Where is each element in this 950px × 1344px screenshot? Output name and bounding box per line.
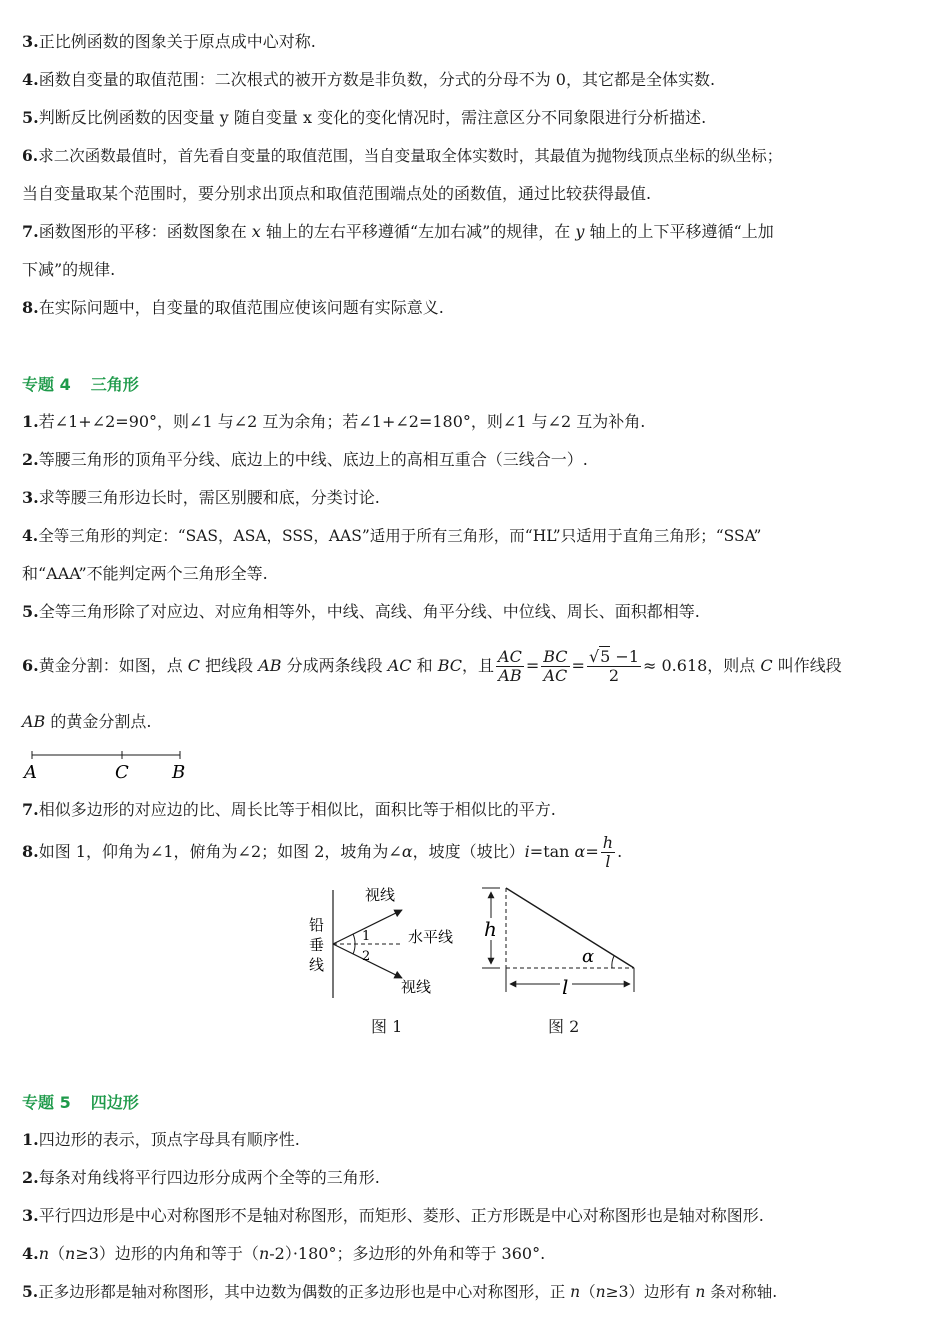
item-text: 和“AAA”不能判定两个三角形全等.: [22, 564, 268, 583]
item-text: 若∠1+∠2=90°，则∠1 与∠2 互为余角；若∠1+∠2=180°，则∠1 与∠2 互为补角.: [38, 412, 646, 431]
item-text: 和: [411, 656, 438, 675]
t4-item-1: [22, 410, 645, 434]
item-number: 8.: [22, 298, 39, 317]
item-text: 相似多边形的对应边的比、周长比等于相似比，面积比等于相似比的平方.: [38, 800, 556, 819]
fraction-ac-ab: [496, 648, 524, 685]
item-6-cont: [22, 182, 651, 206]
t4-item-8: [22, 832, 622, 872]
math-var: n: [595, 1283, 606, 1301]
label-b: B: [172, 762, 186, 783]
item-text: 黄金分割：如图，点: [38, 656, 188, 675]
fraction-numerator: h: [602, 833, 614, 852]
t5-item-4: [22, 1242, 545, 1266]
horizontal-label: 水平线: [408, 928, 454, 946]
fraction-denominator: AC: [543, 666, 568, 685]
item-number: 6.: [22, 146, 39, 165]
t5-item-2: [22, 1166, 380, 1190]
item-text: 全等三角形的判定：“SAS，ASA，SSS，AAS”适用于所有三角形，而“HL”只适用于直角三角形；“SSA”: [38, 527, 762, 545]
item-number: 3.: [22, 32, 39, 51]
item-number: 1.: [22, 1130, 39, 1149]
item-number: 3.: [22, 1206, 39, 1225]
item-text: ，坡度（坡比）: [412, 842, 525, 861]
item-7: [22, 220, 774, 244]
item-number: 4.: [22, 526, 39, 545]
alpha-label: α: [582, 946, 595, 967]
item-number: 5.: [22, 602, 39, 621]
golden-segment-figure: [22, 745, 202, 785]
fraction-numerator: AC: [498, 647, 522, 666]
math-var: AB: [22, 712, 46, 731]
t4-item-3: [22, 486, 380, 510]
item-number: 1.: [22, 412, 39, 431]
label-c: C: [115, 762, 129, 783]
item-number: 4.: [22, 70, 39, 89]
t5-item-3: [22, 1204, 764, 1228]
equals-sign: =: [525, 656, 540, 675]
item-text: ，则点: [707, 656, 761, 675]
item-5: [22, 106, 706, 130]
item-3: [22, 30, 316, 54]
item-number: 3.: [22, 488, 39, 507]
item-text: -2）·180°；多边形的外角和等于 360°.: [269, 1244, 546, 1263]
item-text: 当自变量取某个范围时，要分别求出顶点和取值范围端点处的函数值，通过比较获得最值.: [22, 184, 652, 203]
math-var: n: [65, 1244, 76, 1263]
item-text: 正多边形都是轴对称图形，其中边数为偶数的正多边形也是中心对称图形，正: [38, 1283, 571, 1301]
section-heading-topic5: [22, 1090, 139, 1113]
fraction-numerator: BC: [543, 647, 568, 666]
item-number: 2.: [22, 1168, 39, 1187]
figure-2-caption: 图 2: [548, 1017, 580, 1036]
h-label: h: [484, 917, 497, 941]
item-text: 函数自变量的取值范围：二次根式的被开方数是非负数，分式的分母不为 0，其它都是全体实数.: [38, 70, 716, 89]
item-text: 轴上的上下平移遵循“上加: [584, 222, 774, 241]
sight-label-lower: 视线: [401, 978, 432, 996]
item-8: [22, 296, 444, 320]
item-text: 如图 1，仰角为∠1，俯角为∠2；如图 2，坡角为∠: [38, 842, 402, 861]
vertical-label-char-2: 垂: [309, 936, 325, 954]
equals-sign: =: [571, 656, 585, 675]
math-var: n: [695, 1283, 706, 1301]
label-a: A: [24, 762, 37, 783]
item-text: 在实际问题中，自变量的取值范围应使该问题有实际意义.: [38, 298, 444, 317]
item-text: 求等腰三角形边长时，需区别腰和底，分类讨论.: [38, 488, 380, 507]
vertical-label-char-3: 线: [309, 956, 325, 974]
item-number: 8.: [22, 842, 39, 861]
item-text: 把线段: [200, 656, 259, 675]
angle-label-2: 2: [362, 949, 371, 964]
item-text: （: [580, 1283, 596, 1301]
fraction-h-l: [601, 834, 615, 871]
item-number: 2.: [22, 450, 39, 469]
item-text: 轴上的左右平移遵循“左加右减”的规律，在: [260, 222, 576, 241]
math-var: C: [187, 656, 201, 675]
item-text: 全等三角形除了对应边、对应角相等外，中线、高线、角平分线、中位线、周长、面积都相等.: [38, 602, 700, 621]
item-number: 5.: [22, 1282, 39, 1301]
item-text: 平行四边形是中心对称图形不是轴对称图形，而矩形、菱形、正方形既是中心对称图形也是轴对称图形.: [38, 1206, 764, 1225]
approx-value: ≈ 0.618: [643, 656, 708, 675]
figure-1-caption: 图 1: [371, 1017, 403, 1036]
math-var: x: [251, 222, 261, 241]
item-text: 叫作线段: [772, 656, 842, 675]
item-number: 4.: [22, 1244, 39, 1263]
math-var: α: [574, 842, 586, 861]
fraction-bc-ac: [541, 648, 569, 685]
math-var: n: [38, 1244, 50, 1263]
slope-line: [506, 888, 634, 968]
item-7-cont: [22, 258, 115, 282]
sqrt-radicand: 5: [600, 647, 611, 666]
math-var: C: [760, 656, 773, 675]
math-var: α: [401, 842, 413, 861]
t4-item-4-cont: [22, 562, 268, 586]
alpha-arc: [612, 956, 614, 968]
math-var: AB: [258, 656, 282, 675]
angle-arc-2: [353, 944, 355, 954]
item-number: 7.: [22, 800, 39, 819]
item-text: ≥3）边形有: [605, 1283, 696, 1301]
item-number: 6.: [22, 656, 39, 675]
math-var: BC: [437, 656, 463, 675]
item-text: =tan: [529, 842, 575, 861]
fraction-denominator: l: [605, 852, 611, 871]
l-label: l: [562, 975, 569, 999]
t5-item-5: [22, 1280, 777, 1304]
heading-title: 四边形: [90, 1093, 139, 1112]
vertical-label-char-1: 铅: [309, 916, 325, 934]
item-number: 5.: [22, 108, 39, 127]
item-6: [22, 144, 782, 168]
fraction-denominator: 2: [608, 666, 620, 685]
t4-item-6: [22, 646, 842, 686]
t4-item-5: [22, 600, 700, 624]
numerator-rest: −1: [610, 647, 639, 666]
item-text: 下减”的规律.: [22, 260, 116, 279]
item-text: 每条对角线将平行四边形分成两个全等的三角形.: [38, 1168, 380, 1187]
item-text: 判断反比例函数的因变量 y 随自变量 x 变化的变化情况时，需注意区分不同象限进行分析描述.: [38, 108, 707, 127]
angle-label-1: 1: [362, 929, 371, 944]
fraction-denominator: AB: [498, 666, 522, 685]
angle-arc-1: [353, 934, 355, 944]
math-var: AC: [387, 656, 412, 675]
item-text: 正比例函数的图象关于原点成中心对称.: [38, 32, 316, 51]
item-text: 分成两条线段: [281, 656, 388, 675]
section-heading-topic4: [22, 372, 139, 395]
item-text: 等腰三角形的顶角平分线、底边上的中线、底边上的高相互重合（三线合一）.: [38, 450, 588, 469]
math-var: i: [524, 842, 530, 861]
fraction-numerator: √5 −1: [588, 647, 639, 666]
item-text: ，且: [462, 656, 495, 675]
heading-number: 专题 5: [22, 1093, 71, 1112]
item-text: 条对称轴.: [705, 1283, 778, 1301]
item-text: （: [49, 1244, 66, 1263]
item-number: 7.: [22, 222, 39, 241]
t4-item-7: [22, 798, 556, 822]
item-text: 函数图形的平移：函数图象在: [38, 222, 252, 241]
math-var: n: [258, 1244, 270, 1263]
t4-item-4: [22, 524, 761, 548]
fraction-golden-ratio: [587, 648, 641, 685]
t4-item-2: [22, 448, 588, 472]
heading-number: 专题 4: [22, 375, 71, 394]
sight-label-upper: 视线: [365, 886, 396, 904]
t4-item-6-cont: [22, 710, 152, 734]
item-text: =: [585, 842, 599, 861]
item-4: [22, 68, 715, 92]
item-text: ≥3）边形的内角和等于（: [75, 1244, 259, 1263]
heading-title: 三角形: [90, 375, 139, 394]
item-text: 的黄金分割点.: [45, 712, 152, 731]
item-text: 四边形的表示，顶点字母具有顺序性.: [38, 1130, 300, 1149]
figure-2-diagram: [478, 882, 648, 1000]
math-var: n: [570, 1283, 581, 1301]
math-var: y: [575, 222, 585, 241]
figure-1-diagram: [305, 882, 475, 1000]
item-text: .: [617, 842, 623, 861]
item-text: 求二次函数最值时，首先看自变量的取值范围，当自变量取全体实数时，其最值为抛物线顶点坐标的纵坐标；: [38, 147, 783, 165]
t5-item-1: [22, 1128, 300, 1152]
